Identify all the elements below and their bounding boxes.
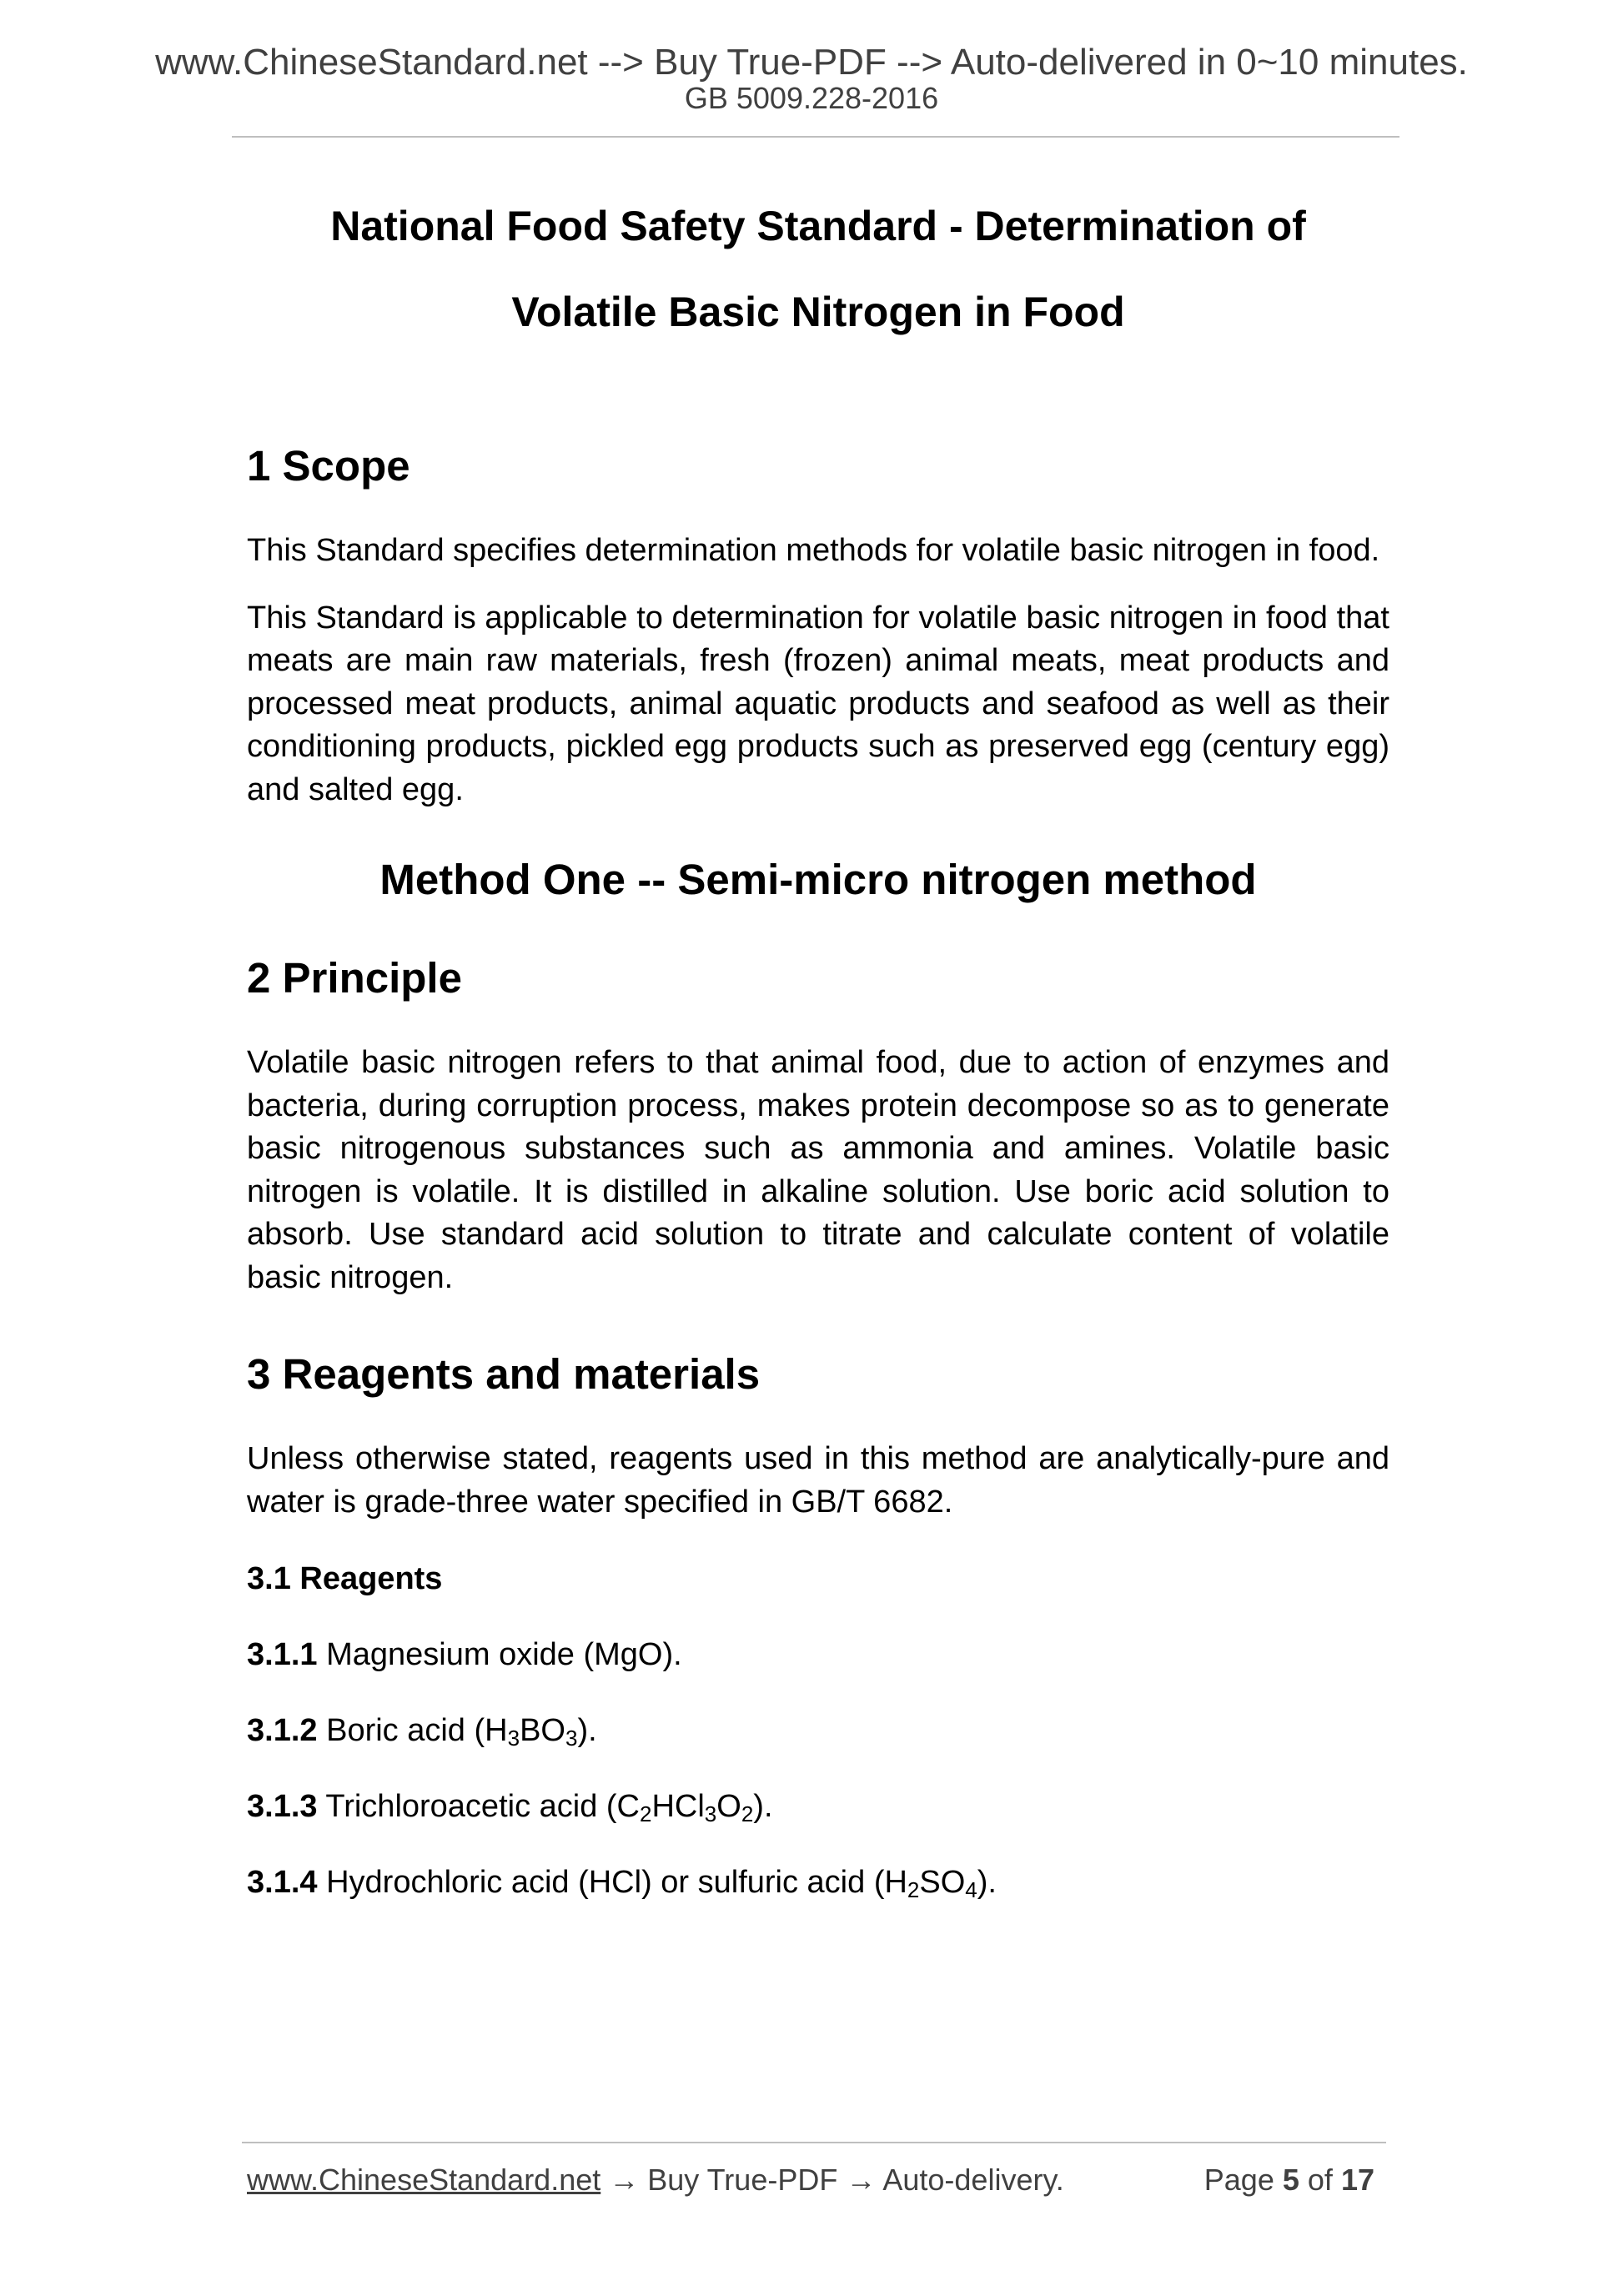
reagent-item: 3.1.4 Hydrochloric acid (HCl) or sulfuric acid $(H_2SO_4)$. [247, 1865, 997, 1902]
footer-promo: www.ChineseStandard.net → Buy True-PDF → Auto-delivery. [247, 2163, 1064, 2197]
total-pages: 17 [1340, 2163, 1374, 2197]
section-1-heading: 1 Scope [247, 442, 410, 490]
page-number: Page 5 of 17 [1203, 2163, 1374, 2197]
section-2-heading: 2 Principle [247, 954, 462, 1002]
main-content [247, 183, 1389, 1904]
header-divider [232, 136, 1399, 138]
section-3-heading: 3 Reagents and materials [247, 1350, 761, 1398]
document-code: GB 5009.228-2016 [684, 81, 939, 115]
reagent-item: 3.1.3 Trichloroacetic acid $(C_2HCl_3O_2)$. [247, 1789, 773, 1826]
reagent-item: 3.1.2 Boric acid $(H_3BO_3)$. [247, 1713, 597, 1751]
method-one-title: Method One -- Semi-micro nitrogen method [379, 856, 1257, 903]
footer-website-link[interactable]: www.ChineseStandard.net [247, 2163, 601, 2197]
reagents-subheading: 3.1 Reagents [247, 1561, 443, 1596]
arrow-right-icon: → [600, 2163, 648, 2197]
scope-paragraph-2: This Standard is applicable to determination for volatile basic nitrogen in food that meats are main raw materials, fresh (frozen) animal meats, meat products and processed meat products, animal aquatic products and seafood as well as their conditioning products, pickled egg products such as preserved egg (century egg) and salted egg. [247, 600, 1389, 807]
footer-divider [242, 2142, 1386, 2143]
current-page: 5 [1282, 2163, 1299, 2197]
reagents-paragraph: Unless otherwise stated, reagents used in this method are analytically-pure and water is grade-three water specified in GB/T 6682. [247, 1441, 1389, 1520]
arrow-right-icon: → [837, 2163, 883, 2197]
scope-paragraph-1: This Standard specifies determination methods for volatile basic nitrogen in food. [247, 533, 1380, 568]
title-line-2: Volatile Basic Nitrogen in Food [511, 289, 1125, 335]
top-banner: www.ChineseStandard.net --> Buy True-PDF --> Auto-delivered in 0~10 minutes. [155, 42, 1468, 83]
document-title [247, 183, 1389, 355]
title-line-1: National Food Safety Standard - Determination of [330, 203, 1306, 249]
principle-paragraph: Volatile basic nitrogen refers to that animal food, due to action of enzymes and bacteria, during corruption process, makes protein decompose so as to generate basic nitrogenous substances such as ammonia and amines. Volatile basic nitrogen is volatile. It is distilled in alkaline solution. Use boric acid solution to absorb. Use standard acid solution to titrate and calculate content of volatile basic nitrogen. [247, 1045, 1389, 1295]
reagent-item: 3.1.1 Magnesium oxide (MgO). [247, 1637, 682, 1672]
